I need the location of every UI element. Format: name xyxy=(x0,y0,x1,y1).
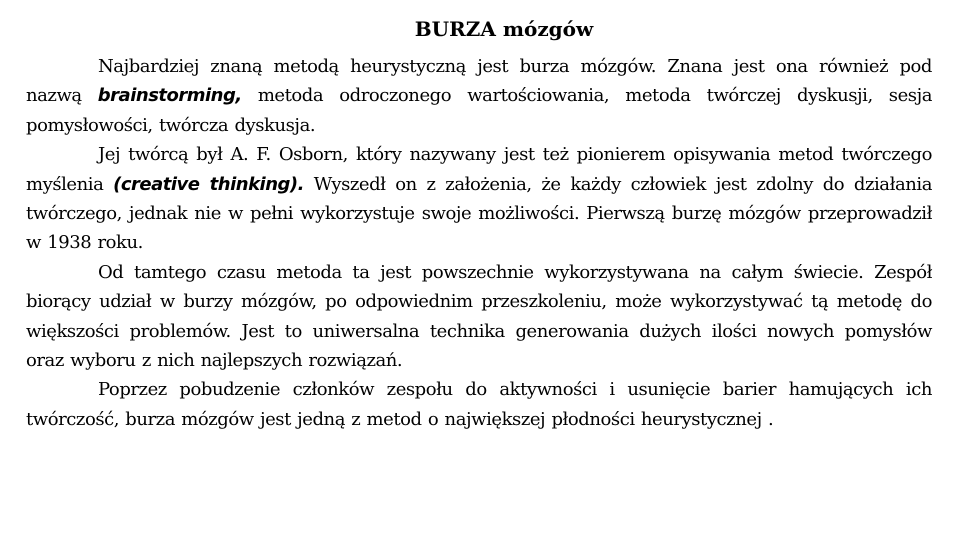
paragraph-1-text-a: Najbardziej znaną metodą heurystyczną jest burza mózgów. Znana jest ona również pod nazwą xyxy=(26,56,932,107)
paragraph-3: Od tamtego czasu metoda ta jest powszechnie wykorzystywana na całym świecie. Zespół biorący udział w burzy mózgów, po odpowiednim przeszkoleniu, może wykorzystywać tą metodę do większości problemów. Jest to uniwersalna technika generowania dużych ilości nowych pomysłów oraz wyboru z nich najlepszych rozwiązań. xyxy=(26,261,932,372)
paragraph-1 xyxy=(26,52,932,140)
paragraph-2-text-b: Wyszedł on z założenia, że każdy człowiek jest zdolny do działania twórczego, jednak nie w pełni wykorzystuje swoje możliwości. Pierwszą burzę mózgów przeprowadził w 1938 roku. xyxy=(26,173,932,254)
document-title: BURZA mózgów xyxy=(414,17,594,41)
term-brainstorming: brainstorming, xyxy=(97,85,242,107)
paragraph-2-text-a: Jej twórcą był A. F. Osborn, który nazywany jest też pionierem opisywania metod twórczego myślenia xyxy=(26,144,932,195)
term-creative-thinking: (creative thinking). xyxy=(113,173,304,195)
paragraph-1-text-b: metoda odroczonego wartościowania, metoda twórczej dyskusji, sesja pomysłowości, twórcza dyskusja. xyxy=(26,85,932,136)
paragraph-2 xyxy=(26,140,932,258)
paragraph-4: Poprzez pobudzenie członków zespołu do aktywności i usunięcie barier hamujących ich twórczość, burza mózgów jest jedną z metod o największej płodności heurystycznej . xyxy=(26,379,932,430)
document-page xyxy=(26,14,932,434)
